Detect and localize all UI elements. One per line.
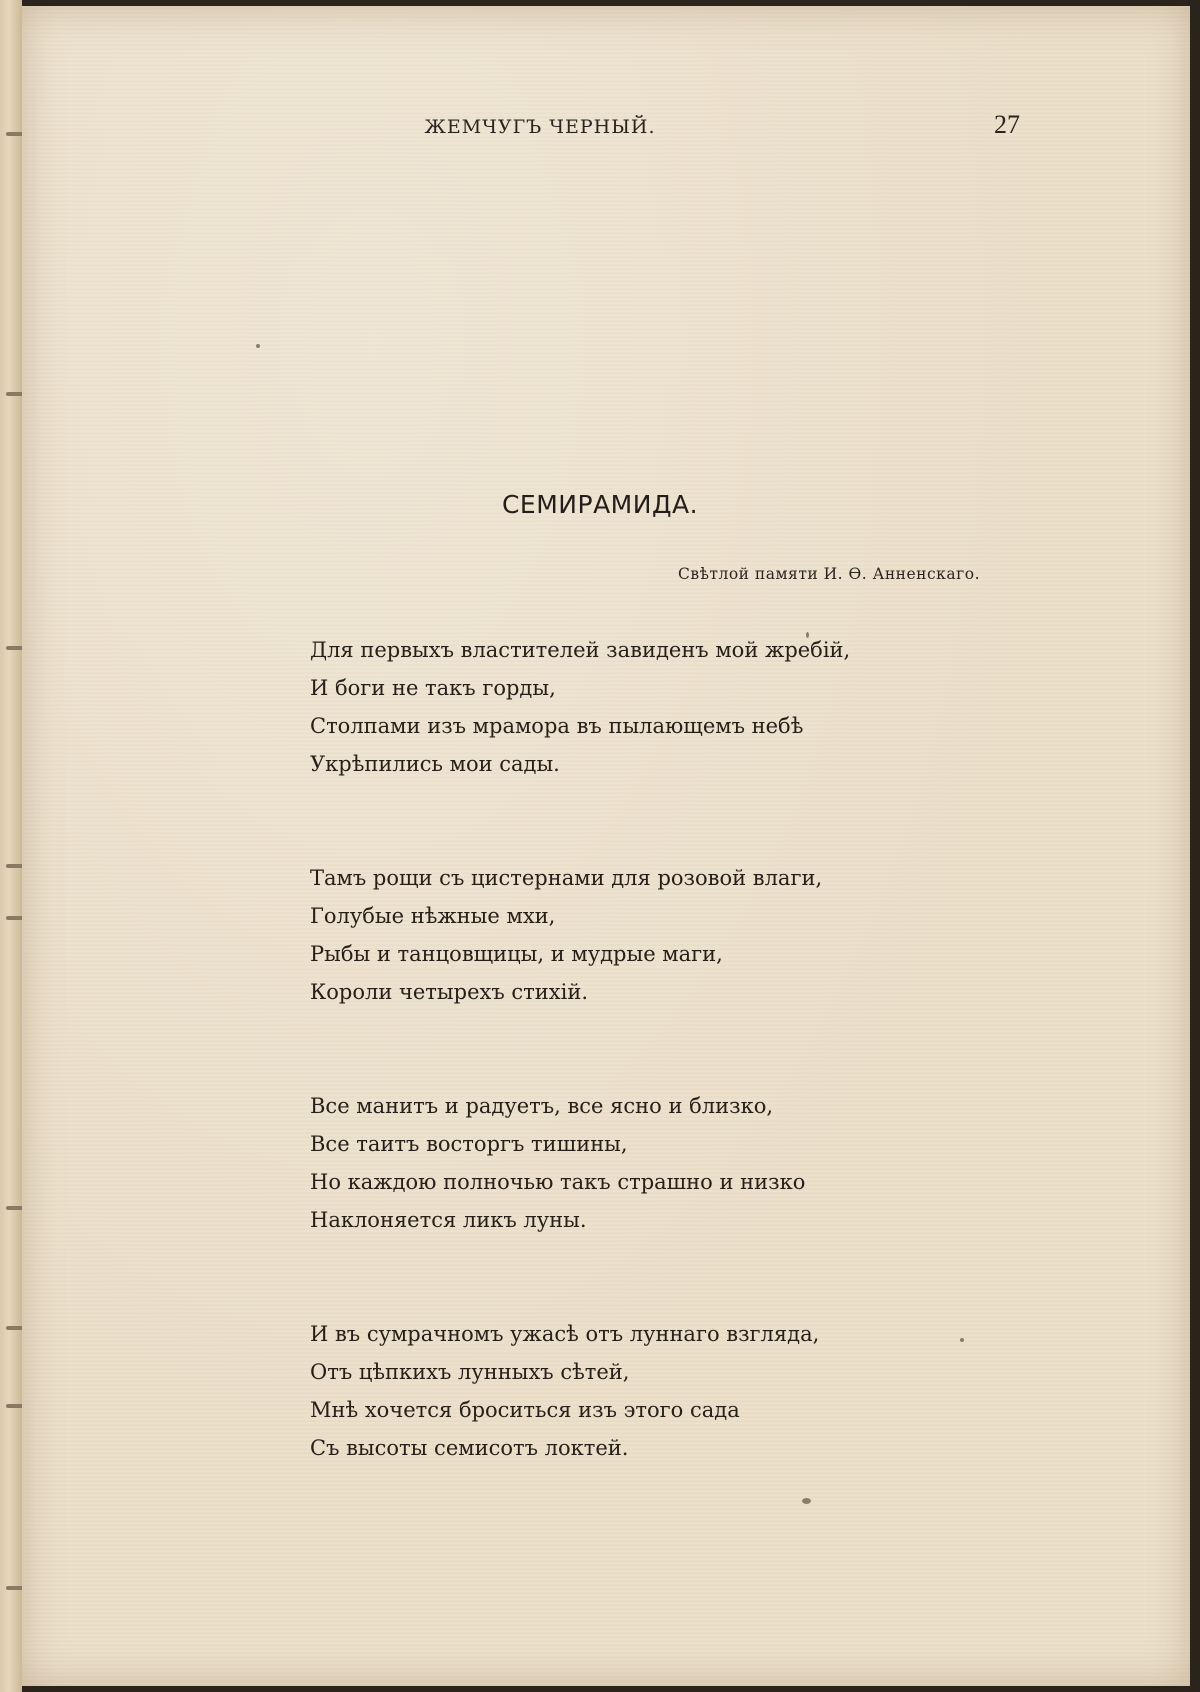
poem-title: СЕМИРАМИДА. [501,490,699,519]
stanza-4 [310,1315,950,1467]
verse-line: Голубые нѣжные мхи, [310,904,556,928]
verse-line: Все таитъ восторгъ тишины, [310,1132,628,1156]
verse-line: И въ сумрачномъ ужасѣ отъ луннаго взгляда, [310,1322,820,1346]
verse-line: Тамъ рощи съ цистернами для розовой влаги, [310,866,823,890]
verse-line: Но каждою полночью такъ страшно и низко [310,1170,806,1194]
paper-speck [960,1338,964,1342]
verse-line: Мнѣ хочется броситься изъ этого сада [310,1398,740,1422]
stanza-1 [310,631,950,783]
paper-speck [802,1498,811,1504]
book-spine [0,0,22,1692]
paper-speck [256,344,260,348]
verse-line: Наклоняется ликъ луны. [310,1208,587,1232]
verse-line: Укрѣпились мои сады. [310,752,560,776]
verse-line: Отъ цѣпкихъ лунныхъ сѣтей, [310,1360,630,1384]
verse-line: Все манитъ и радуетъ, все ясно и близко, [310,1094,774,1118]
stanza-2 [310,859,950,1011]
verse-line: Столпами изъ мрамора въ пылающемъ небѣ [310,714,804,738]
page-number: 27 [994,110,1020,139]
verse-line: Съ высоты семисотъ локтей. [310,1436,629,1460]
verse-line: Для первыхъ властителей завиденъ мой жребій, [310,638,851,662]
poem-dedication: Свѣтлой памяти И. Ѳ. Анненскаго. [677,565,980,583]
verse-line: Рыбы и танцовщицы, и мудрые маги, [310,942,723,966]
running-head-title: ЖЕМЧУГЪ ЧЕРНЫЙ. [424,116,656,138]
verse-line: Короли четырехъ стихій. [310,980,588,1004]
verse-line: И боги не такъ горды, [310,676,556,700]
stanza-3 [310,1087,950,1239]
